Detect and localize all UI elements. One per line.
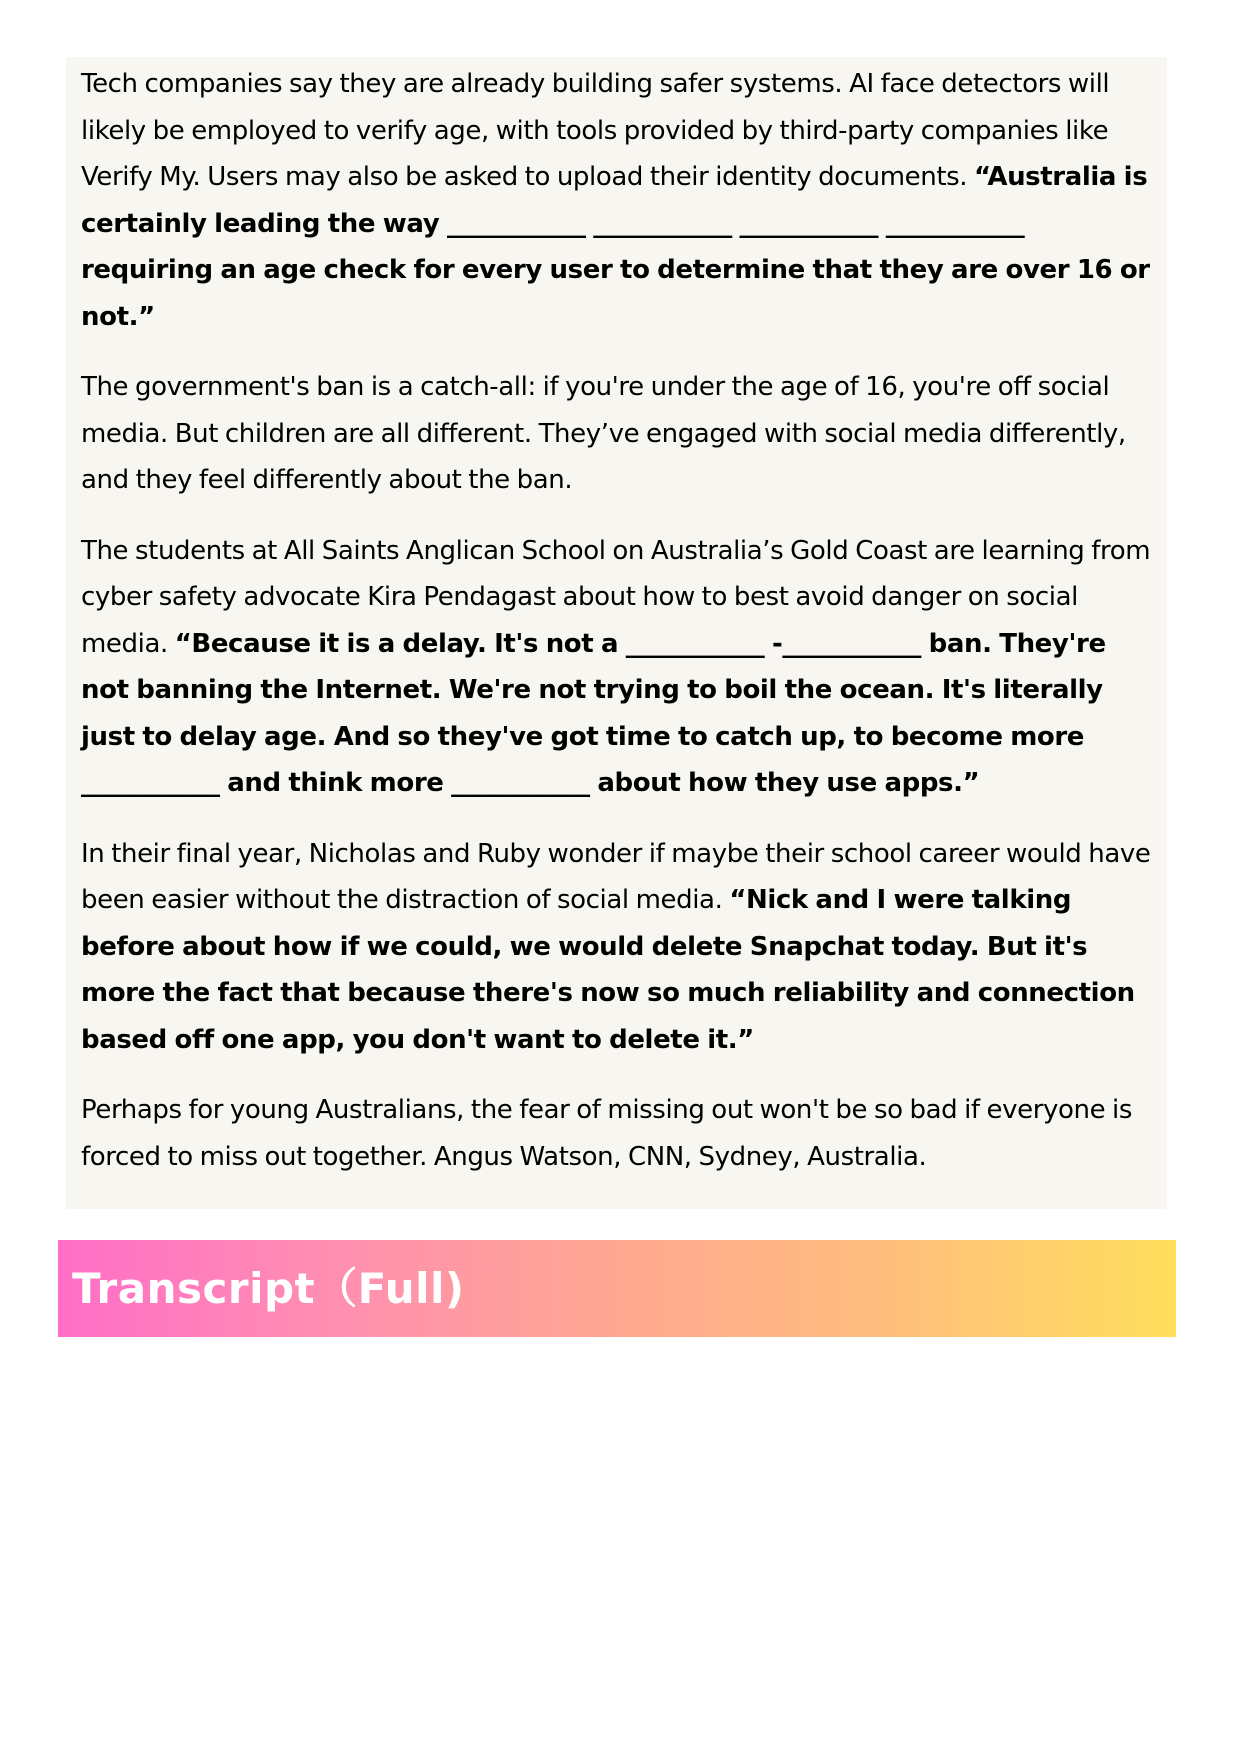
- paragraph-final-year: [81, 831, 1152, 1064]
- paragraph-text: In their final year, Nicholas and Ruby wonder if maybe their school career would have been easier without the distraction of social media.: [81, 838, 1151, 915]
- paragraph-conclusion: [81, 1087, 1152, 1180]
- paragraph-school-students: [81, 528, 1152, 807]
- paragraph-text: The government's ban is a catch-all: if you're under the age of 16, you're off social media. But children are all different. They’ve engaged with social media differently, and they feel differently about the ban.: [81, 372, 1126, 495]
- quote-text: “Nick and I were talking before about how if we could, we would delete Snapchat today. But it's more the fact that because there's now so much reliability and connection based off one app, you don't want to delete it.”: [81, 885, 1135, 1055]
- paragraph-age-verification: [81, 61, 1152, 340]
- article-text-panel: [66, 57, 1167, 1209]
- paragraph-catch-all-ban: [81, 364, 1152, 504]
- quote-fill-in-blank: “Because it is a delay. It's not a ___________ -___________ ban. They're not banning the Internet. We're not trying to boil the ocean. It's literally just to delay age. And so they've got time to catch up, to become more ___________ and think more ___________ about how they use apps.”: [81, 628, 1106, 798]
- quote-fill-in-blank: “Australia is certainly leading the way ___________ ___________ ___________ ___________ requiring an age check for every user to determine that they are over 16 or not.”: [81, 162, 1150, 332]
- transcript-section-banner: [58, 1240, 1176, 1337]
- paragraph-text: The students at All Saints Anglican School on Australia’s Gold Coast are learning from cyber safety advocate Kira Pendagast about how to best avoid danger on social media.: [81, 535, 1151, 659]
- paragraph-text: Tech companies say they are already building safer systems. AI face detectors will likely be employed to verify age, with tools provided by third-party companies like Verify My. Users may also be asked to upload their identity documents.: [81, 69, 1110, 192]
- paragraph-text: Perhaps for young Australians, the fear of missing out won't be so bad if everyone is forced to miss out together. Angus Watson, CNN, Sydney, Australia.: [81, 1095, 1133, 1172]
- section-title: Transcript（Full): [72, 1264, 465, 1313]
